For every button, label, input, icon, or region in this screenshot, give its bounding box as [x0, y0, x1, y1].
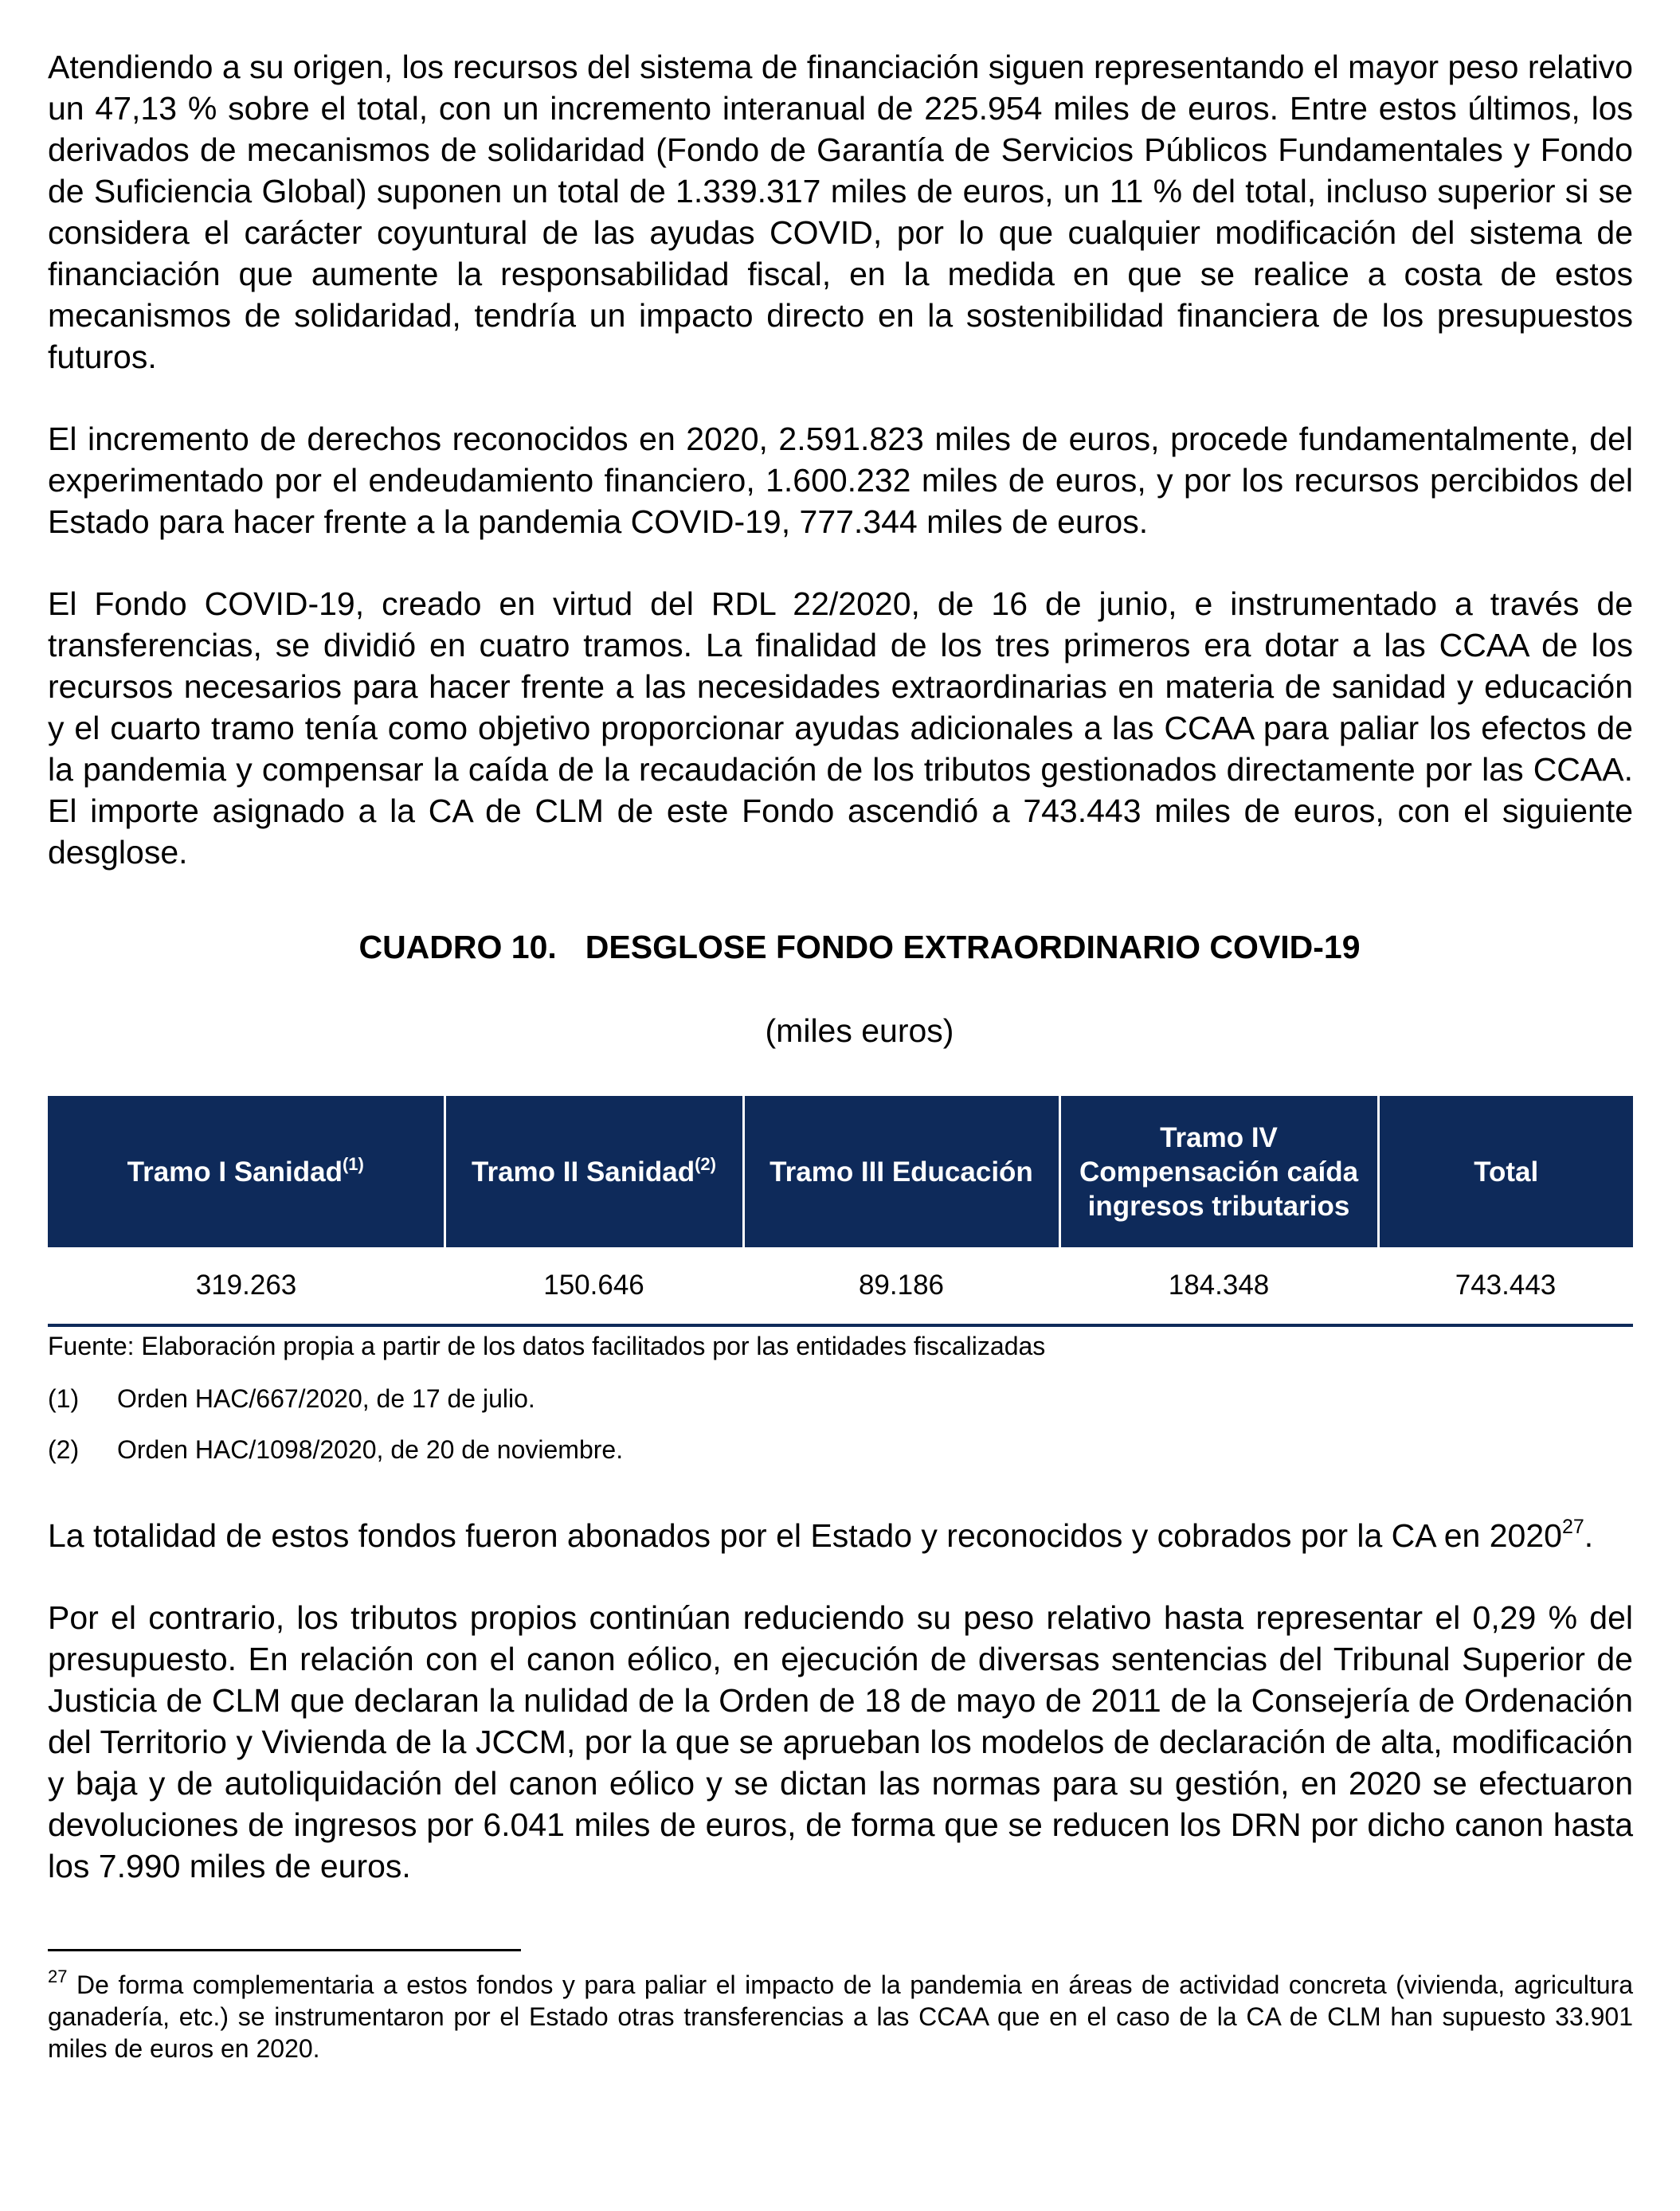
cell-tramo-iv: 184.348 [1059, 1247, 1378, 1325]
table-title-text: DESGLOSE FONDO EXTRAORDINARIO COVID-19 [585, 929, 1361, 965]
paragraph-financing-origin: Atendiendo a su origen, los recursos del sistema de financiación siguen representando el mayor peso relativo un 47,13 % sobre el total, con un incremento interanual de 225.954 miles de euros. Entre estos últimos, los derivados de mecanismos de solidaridad (Fondo de Garantía de Servicios Públicos Fundamentales y Fondo de Suficiencia Global) suponen un total de 1.339.317 miles de euros, un 11 % del total, incluso superior si se considera el carácter coyuntural de las ayudas COVID, por lo que cualquier modificación del sistema de financiación que aumente la responsabilidad fiscal, en la medida en que se realice a costa de estos mecanismos de solidaridad, tendría un impacto directo en la sostenibilidad financiera de los presupuestos futuros. [48, 49, 1633, 375]
table-note-number: (2) [48, 1435, 80, 1464]
footnote [48, 1966, 1634, 2064]
table-number: CUADRO 10. [358, 929, 557, 965]
paragraph-covid-fund: El Fondo COVID-19, creado en virtud del RDL 22/2020, de 16 de junio, e instrumentado a través de transferencias, se dividió en cuatro tramos. La finalidad de los tres primeros era dotar a las CCAA de los recursos necesarios para hacer frente a las necesidades extraordinarias en materia de sanidad y educación y el cuarto tramo tenía como objetivo proporcionar ayudas adicionales a las CCAA para paliar los efectos de la pandemia y compensar la caída de la recaudación de los tributos gestionados directamente por las CCAA. El importe asignado a la CA de CLM de este Fondo ascendió a 743.443 miles de euros, con el siguiente desglose. [48, 585, 1633, 871]
header-tramo-ii: Tramo II Sanidad$^{(2)}$ [444, 1096, 743, 1247]
footnote-text: De forma complementaria a estos fondos y para paliar el impacto de la pandemia en áreas de actividad concreta (vivienda, agricultura ganadería, etc.) se instrumentaron por el Estado otras transferencias a las CCAA que en el caso de la CA de CLM han supuesto 33.901 miles de euros en 2020. [48, 1970, 1634, 2063]
footnote-separator [48, 1949, 521, 1951]
paragraph-own-taxes: Por el contrario, los tributos propios continúan reduciendo su peso relativo hasta representar el 0,29 % del presupuesto. En relación con el canon eólico, en ejecución de diversas sentencias del Tribunal Superior de Justicia de CLM que declaran la nulidad de la Orden de 18 de mayo de 2011 de la Consejería de Ordenación del Territorio y Vivienda de la JCCM, por la que se aprueban los modelos de declaración de alta, modificación y baja y de autoliquidación del canon eólico y se dictan las normas para su gestión, en 2020 se efectuaron devoluciones de ingresos por 6.041 miles de euros, de forma que se reducen los DRN por dicho canon hasta los 7.990 miles de euros. [48, 1599, 1633, 1884]
paragraph-rights-increase: El incremento de derechos reconocidos en 2020, 2.591.823 miles de euros, procede fundamentalmente, del experimentado por el endeudamiento financiero, 1.600.232 miles de euros, y por los recursos percibidos del Estado para hacer frente a la pandemia COVID-19, 777.344 miles de euros. [48, 421, 1633, 540]
cell-tramo-iii: 89.186 [743, 1247, 1059, 1325]
header-total: Total [1378, 1096, 1633, 1247]
document-page [48, 46, 1633, 2064]
table-note-2 [48, 1434, 1633, 1466]
cell-total: 743.443 [1378, 1247, 1633, 1325]
table-row [48, 1247, 1633, 1325]
footnote-reference: 27 [1561, 1516, 1584, 1538]
footnote-number: 27 [48, 1966, 68, 1986]
table-note-1 [48, 1383, 1633, 1415]
cell-tramo-ii: 150.646 [444, 1247, 743, 1325]
table-note-text: Orden HAC/1098/2020, de 20 de noviembre. [117, 1435, 624, 1464]
cell-tramo-i: 319.263 [48, 1247, 444, 1325]
table-note-number: (1) [48, 1384, 80, 1413]
paragraph-funds-paid: La totalidad de estos fondos fueron abonados por el Estado y reconocidos y cobrados por la CA en 2020$^{27}$. [48, 1516, 1594, 1554]
table-note-text: Orden HAC/667/2020, de 17 de julio. [117, 1384, 535, 1413]
table-units: (miles euros) [765, 1012, 954, 1049]
table-title [48, 926, 1633, 968]
covid-fund-table [48, 1096, 1633, 1327]
header-tramo-i: Tramo I Sanidad$^{(1)}$ [48, 1096, 444, 1247]
table-source: Fuente: Elaboración propia a partir de los datos facilitados por las entidades fiscalizadas [48, 1332, 1046, 1360]
header-tramo-iv: Tramo IV Compensación caída ingresos tributarios [1059, 1096, 1378, 1247]
header-tramo-iii: Tramo III Educación [743, 1096, 1059, 1247]
table-header-row [48, 1096, 1633, 1247]
